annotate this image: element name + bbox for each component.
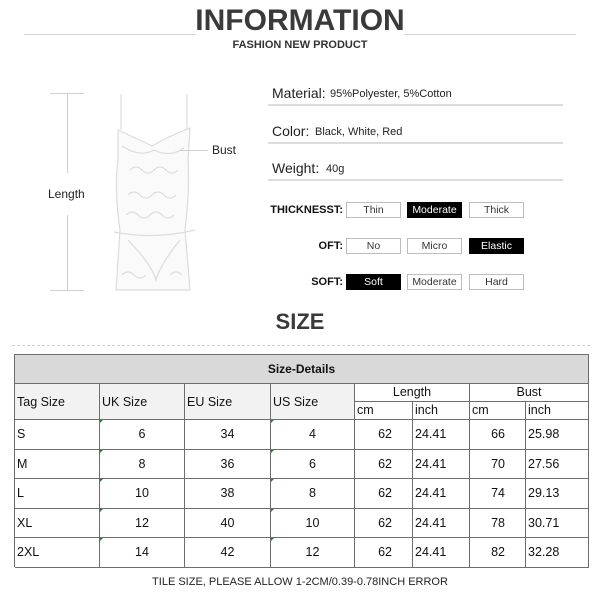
th-uk-size: UK Size [100,384,185,420]
stretch-elastic-selected: Elastic [469,238,524,254]
cell-flag-marker [271,479,274,482]
cell-length-inch: 24.41 [413,450,470,480]
cell-flag-marker [271,509,274,512]
softness-soft-selected: Soft [346,274,401,290]
size-tolerance-note: TILE SIZE, PLEASE ALLOW 1-2CM/0.39-0.78INCH ERROR [152,576,448,588]
cell-uk: 6 [100,420,185,450]
size-divider [12,345,590,346]
stretch-no: No [346,238,401,254]
cell-bust-cm: 78 [470,509,526,539]
weight-value: 40g [326,163,345,175]
cell-tag: XL [15,509,100,539]
th-bust-cm: cm [470,402,526,420]
cell-length-cm: 62 [355,420,413,450]
color-value: Black, White, Red [315,126,403,138]
page-subtitle: FASHION NEW PRODUCT [232,39,368,51]
cell-length-inch: 24.41 [413,420,470,450]
cell-bust-cm: 82 [470,538,526,568]
cell-flag-marker [100,450,103,453]
cell-flag-marker [271,538,274,541]
cell-length-inch: 24.41 [413,479,470,509]
cell-flag-marker [100,509,103,512]
th-length: Length [355,384,470,402]
th-eu-size: EU Size [185,384,271,420]
thickness-label: THICKNESST: [270,204,343,216]
cell-length-inch: 24.41 [413,538,470,568]
cell-eu: 34 [185,420,271,450]
cell-bust-inch: 27.56 [526,450,589,480]
th-us-size: US Size [271,384,355,420]
cell-bust-cm: 66 [470,420,526,450]
cell-flag-marker [271,450,274,453]
lace-dress-illustration [30,80,260,310]
bust-label: Bust [212,143,237,157]
cell-length-cm: 62 [355,479,413,509]
color-row [268,118,563,144]
material-key: Material: [272,85,326,101]
cell-tag: M [15,450,100,480]
cell-bust-inch: 30.71 [526,509,589,539]
cell-us: 12 [271,538,355,568]
table-title: Size-Details [15,355,589,384]
cell-flag-marker [271,420,274,423]
weight-key: Weight: [272,160,320,176]
cell-length-inch: 24.41 [413,509,470,539]
cell-bust-cm: 74 [470,479,526,509]
stretch-micro: Micro [407,238,462,254]
cell-tag: L [15,479,100,509]
thickness-moderate-selected: Moderate [407,202,462,218]
size-section-title: SIZE [275,309,325,334]
material-value: 95%Polyester, 5%Cotton [330,88,452,100]
cell-uk: 12 [100,509,185,539]
color-key: Color: [272,123,310,139]
cell-length-cm: 62 [355,538,413,568]
cell-eu: 36 [185,450,271,480]
cell-us: 6 [271,450,355,480]
softness-label: SOFT: [311,276,343,288]
softness-moderate: Moderate [407,274,462,290]
th-bust: Bust [470,384,589,402]
th-bust-inch: inch [526,402,589,420]
product-figure [30,80,260,310]
softness-hard: Hard [469,274,524,290]
cell-eu: 42 [185,538,271,568]
th-length-inch: inch [413,402,470,420]
cell-eu: 40 [185,509,271,539]
length-label: Length [48,187,85,201]
bust-pointer-line [180,150,208,151]
material-row [268,80,563,106]
th-length-cm: cm [355,402,413,420]
cell-uk: 14 [100,538,185,568]
cell-us: 8 [271,479,355,509]
cell-flag-marker [100,479,103,482]
stretch-label: OFT: [318,240,343,252]
weight-row [268,155,563,181]
cell-bust-cm: 70 [470,450,526,480]
cell-flag-marker [100,420,103,423]
cell-eu: 38 [185,479,271,509]
cell-us: 10 [271,509,355,539]
cell-uk: 10 [100,479,185,509]
cell-tag: 2XL [15,538,100,568]
thickness-thin: Thin [346,202,401,218]
cell-bust-inch: 25.98 [526,420,589,450]
cell-bust-inch: 32.28 [526,538,589,568]
cell-length-cm: 62 [355,509,413,539]
cell-us: 4 [271,420,355,450]
cell-bust-inch: 29.13 [526,479,589,509]
size-table [14,354,589,567]
cell-length-cm: 62 [355,450,413,480]
cell-tag: S [15,420,100,450]
cell-flag-marker [100,538,103,541]
th-tag-size: Tag Size [15,384,100,420]
page-title: INFORMATION [195,4,405,37]
cell-uk: 8 [100,450,185,480]
thickness-thick: Thick [469,202,524,218]
